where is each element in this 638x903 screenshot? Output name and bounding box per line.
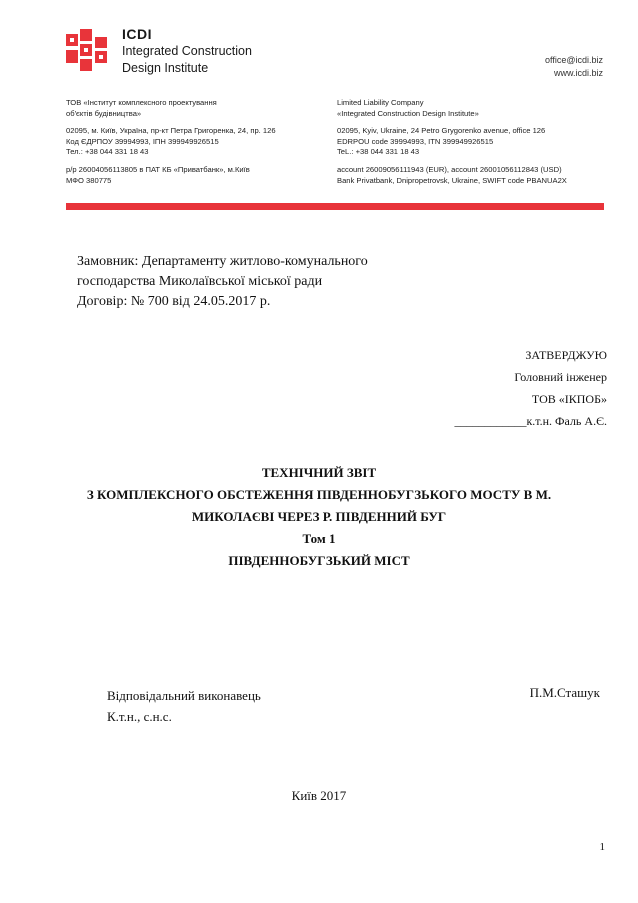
page-number: 1 bbox=[599, 841, 605, 853]
approval-signature: ____________к.т.н. Фаль А.Є. bbox=[454, 414, 607, 428]
customer-line: Замовник: Департаменту житлово-комунального bbox=[77, 254, 368, 269]
report-subtitle: ПІВДЕННОБУГЗЬКИЙ МІСТ bbox=[228, 553, 410, 568]
company-address: 02095, Kyiv, Ukraine, 24 Petro Grygorenko avenue, office 126 bbox=[337, 126, 546, 136]
company-name-line: Limited Liability Company bbox=[337, 98, 424, 107]
responsible-block bbox=[107, 685, 261, 727]
company-name-line: ТОВ «Інститут комплексного проектування bbox=[66, 98, 217, 107]
approval-block bbox=[454, 344, 607, 432]
company-bank: account 26009056111943 (EUR), account 26001056112843 (USD) bbox=[337, 164, 562, 174]
logo-subtitle-line2: Design Institute bbox=[122, 61, 209, 75]
responsible-role: Відповідальний виконавець bbox=[107, 688, 261, 703]
company-name-line: «Integrated Construction Design Institute» bbox=[337, 108, 479, 118]
icdi-logo-mark bbox=[66, 29, 108, 71]
logo-subtitle-line1: Integrated Construction bbox=[122, 44, 252, 58]
company-codes: EDRPOU code 39994993, ITN 399949926515 bbox=[337, 136, 494, 146]
report-title-line: З КОМПЛЕКСНОГО ОБСТЕЖЕННЯ ПІВДЕННОБУГЗЬКОГО МОСТУ В М. bbox=[86, 487, 552, 502]
customer-line: господарства Миколаївської міської ради bbox=[77, 274, 323, 289]
customer-block bbox=[77, 252, 368, 312]
contact-website[interactable]: www.icdi.biz bbox=[553, 68, 603, 78]
responsible-degree: К.т.н., с.н.с. bbox=[107, 709, 172, 724]
contact-email[interactable]: office@icdi.biz bbox=[545, 55, 603, 65]
company-bank: МФО 380775 bbox=[66, 175, 112, 185]
responsible-name: П.М.Сташук bbox=[529, 685, 600, 700]
company-address: 02095, м. Київ, Україна, пр-кт Петра Григоренка, 24, пр. 126 bbox=[66, 126, 276, 136]
company-name-line: об'єктів будівництва» bbox=[66, 108, 142, 118]
city-year: Київ 2017 bbox=[291, 788, 347, 803]
approval-company: ТОВ «ІКПОБ» bbox=[531, 392, 607, 406]
header-divider-bar bbox=[66, 203, 604, 210]
report-volume: Том 1 bbox=[302, 531, 336, 546]
company-bank: р/р 26004056113805 в ПАТ КБ «Приватбанк», м.Київ bbox=[66, 164, 250, 174]
report-title-line: МИКОЛАЄВІ ЧЕРЕЗ Р. ПІВДЕННИЙ БУГ bbox=[191, 509, 447, 524]
company-phone: Тел.: +38 044 331 18 43 bbox=[66, 147, 149, 157]
company-phone: TeL.: +38 044 331 18 43 bbox=[337, 147, 420, 157]
approval-position: Головний інженер bbox=[514, 370, 607, 384]
company-info-english bbox=[337, 98, 567, 186]
company-bank: Bank Privatbank, Dnipropetrovsk, Ukraine, SWIFT code PBANUA2X bbox=[337, 175, 567, 185]
approval-title: ЗАТВЕРДЖУЮ bbox=[525, 348, 607, 362]
company-info-ukrainian bbox=[66, 98, 276, 186]
report-title-block bbox=[0, 462, 638, 572]
company-codes: Код ЄДРПОУ 39994993, ІПН 399949926515 bbox=[66, 136, 219, 146]
report-title: ТЕХНІЧНИЙ ЗВІТ bbox=[261, 465, 377, 480]
logo-name: ICDI bbox=[122, 26, 152, 42]
contract-line: Договір: № 700 від 24.05.2017 р. bbox=[77, 294, 271, 309]
